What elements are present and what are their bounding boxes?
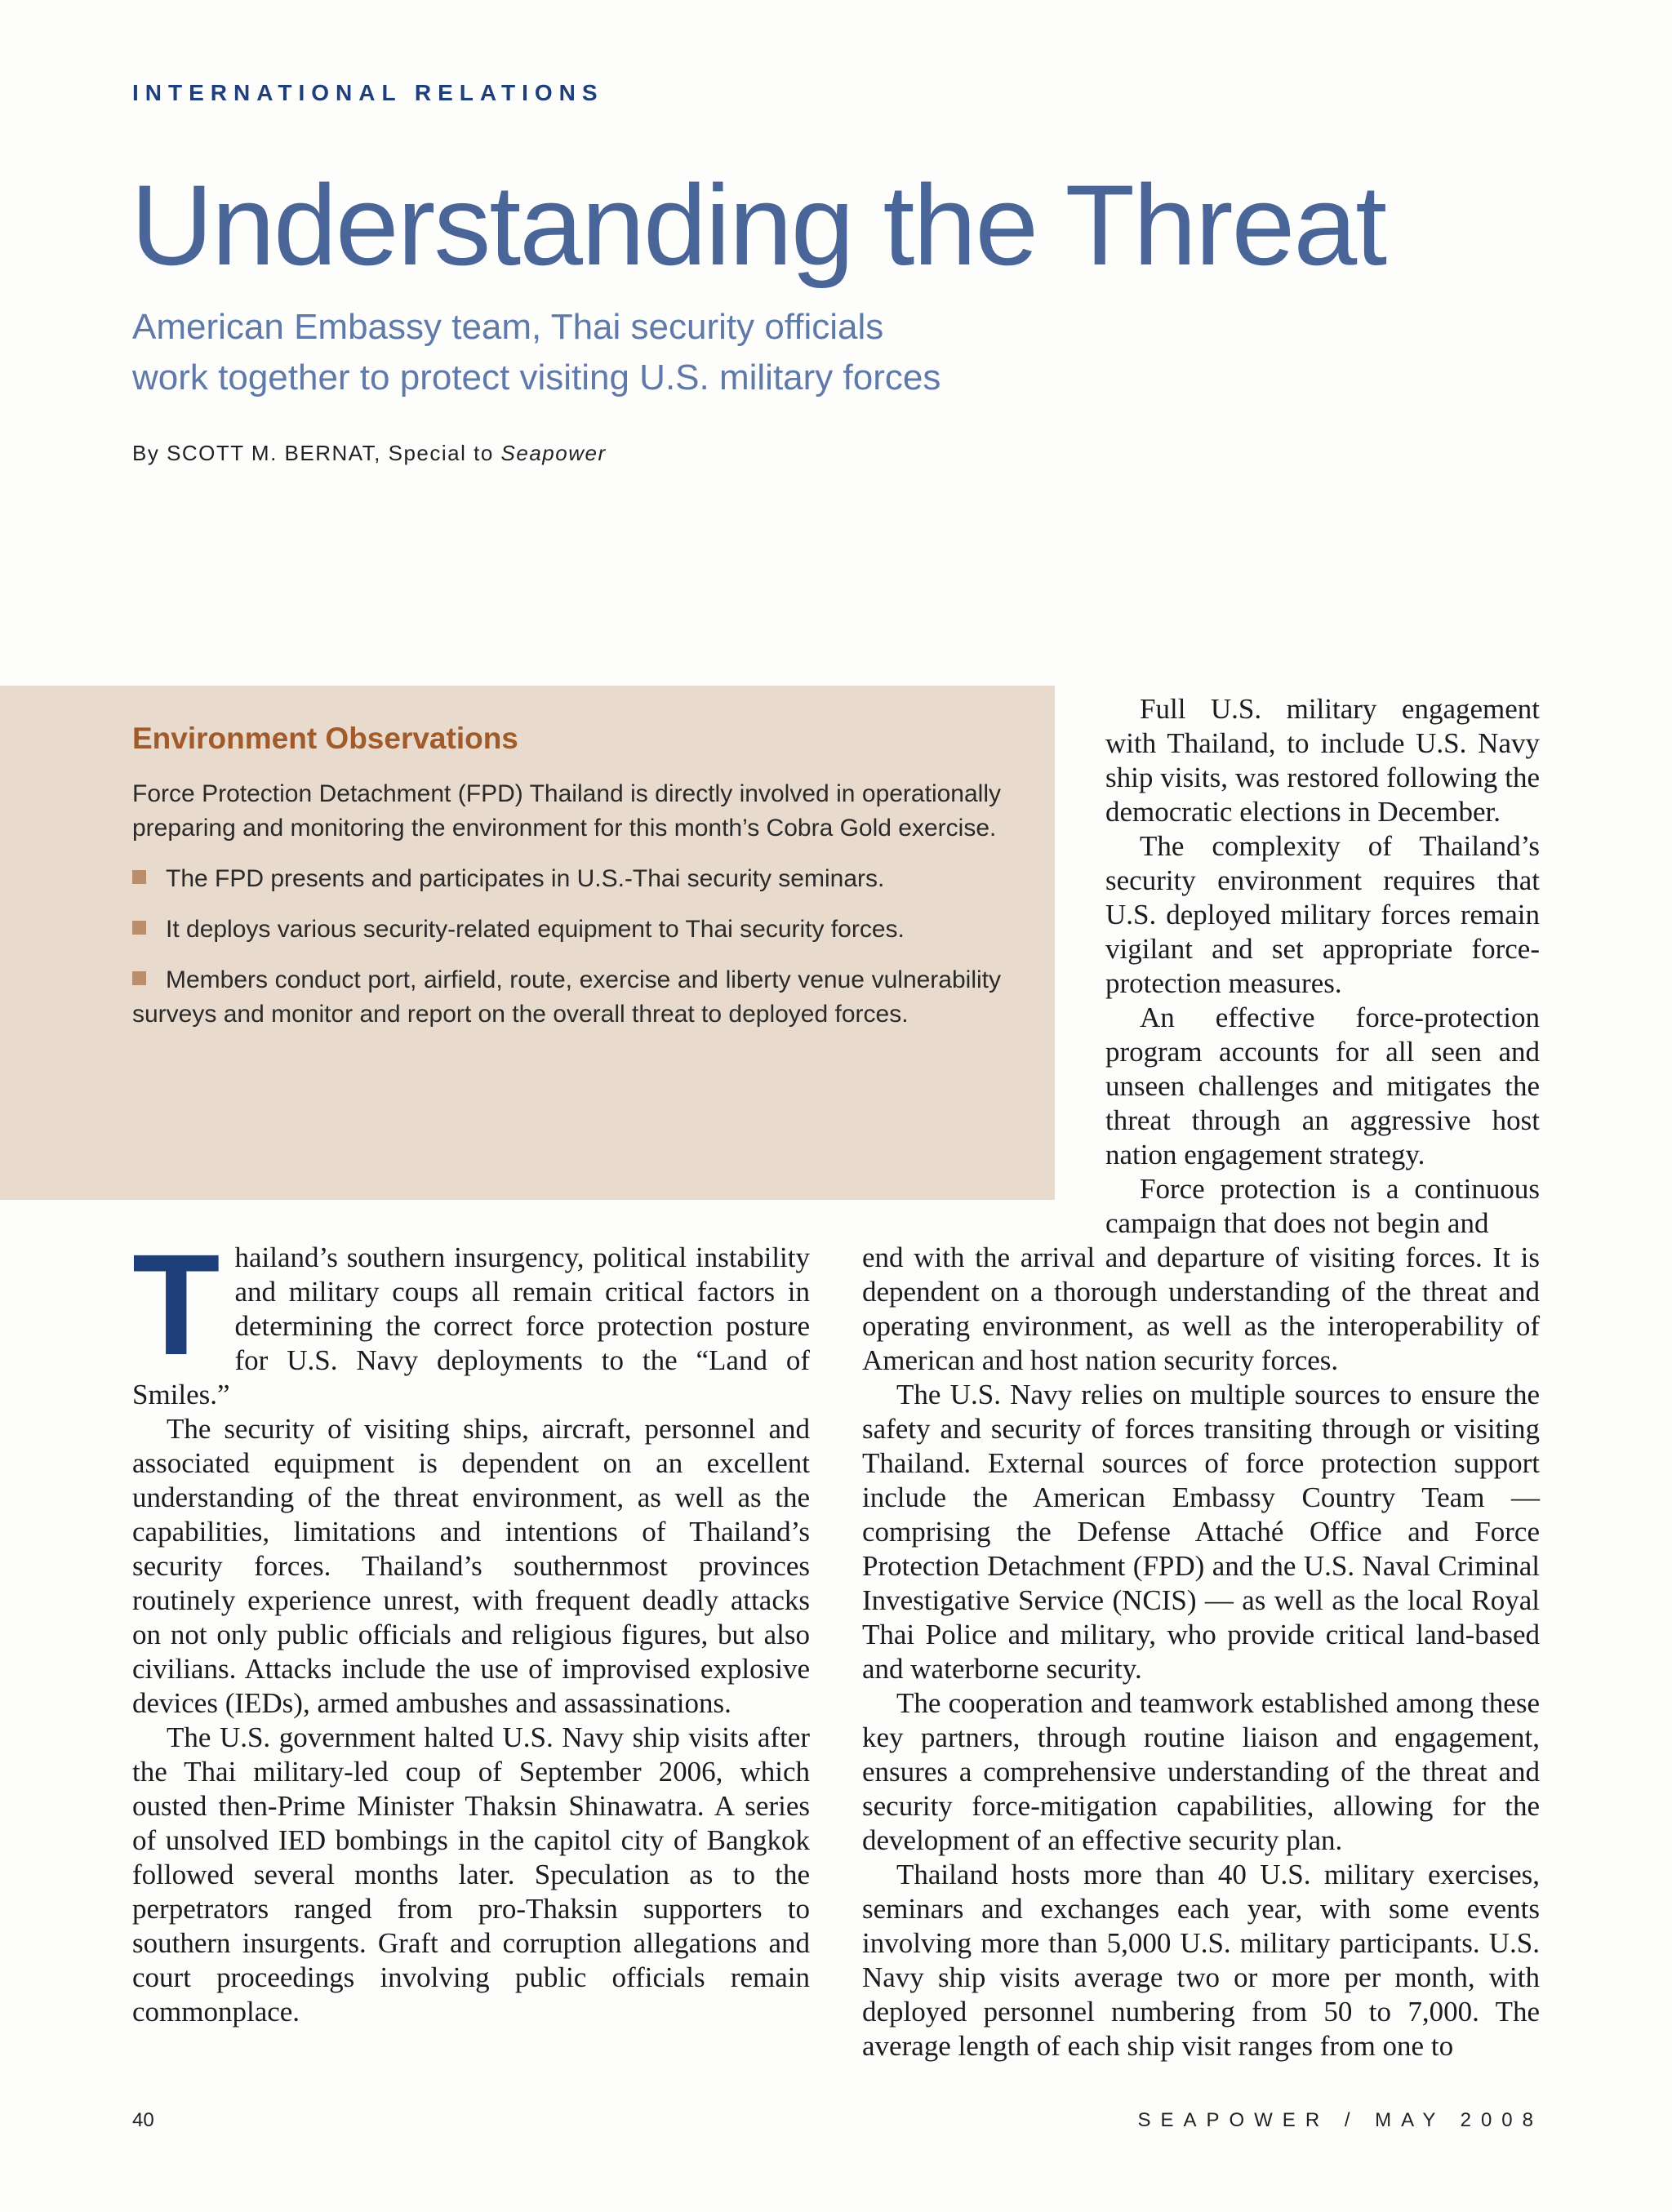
sidebar-bullet-text: The FPD presents and participates in U.S.-Thai security seminars.: [166, 865, 885, 892]
sidebar-bullet-text: Members conduct port, airfield, route, exercise and liberty venue vulnerability surveys and monitor and report on the overall threat to deployed forces.: [132, 966, 1001, 1028]
byline-author: By SCOTT M. BERNAT, Special to: [132, 441, 501, 465]
body-right-column: [862, 1241, 1540, 2063]
sidebar-bullet: [132, 963, 1001, 1032]
headline: Understanding the Threat: [131, 161, 1386, 289]
sidebar-intro: Force Protection Detachment (FPD) Thailand is directly involved in operationally preparing and monitoring the environment for this month’s Cobra Gold exercise.: [132, 780, 1001, 842]
lead-text: hailand’s southern insurgency, political instability and military coups all remain critical factors in determining the correct force protection posture for U.S. Navy deployments to the “Land of Smiles.”: [132, 1241, 810, 1410]
sidebar-bullet: [132, 862, 1001, 896]
body-paragraph: The U.S. government halted U.S. Navy ship visits after the Thai military-led coup of September 2006, which ousted then-Prime Minister Thaksin Shinawatra. A series of unsolved IED bombings in the capitol city of Bangkok followed several months later. Speculation as to the perpetrators ranged from pro-Thaksin supporters to southern insurgents. Graft and corruption allegations and court proceedings involving public officials remain commonplace.: [132, 1721, 810, 2028]
sidebar-box: [0, 686, 1055, 1200]
sidebar-title: Environment Observations: [132, 722, 518, 755]
body-left-column: [132, 1225, 810, 2029]
sidebar-bullet: [132, 913, 1001, 947]
magazine-footer: SEAPOWER / MAY 2008: [1137, 2109, 1543, 2131]
drop-cap: T: [132, 1225, 220, 1385]
bullet-square-icon: [132, 971, 146, 985]
sidebar-bullet-text: It deploys various security-related equipment to Thai security forces.: [166, 916, 905, 943]
body-paragraph-continued: end with the arrival and departure of visiting forces. It is dependent on a thorough understanding of the threat and operating environment, as well as the interoperability of American and host nation security forces.: [862, 1241, 1540, 1376]
body-paragraph: The security of visiting ships, aircraft, personnel and associated equipment is dependent on an excellent understanding of the threat environment, as well as the capabilities, limitations and intentions of Thailand’s security forces. Thailand’s southernmost provinces routinely experience unrest, with frequent deadly attacks on not only public officials and religious figures, but also civilians. Attacks include the use of improvised explosive devices (IEDs), armed ambushes and assassinations.: [132, 1413, 810, 1719]
bullet-square-icon: [132, 921, 146, 935]
body-paragraph-lead: [132, 1225, 810, 1412]
body-right-top-column: [1105, 692, 1540, 1241]
body-paragraph: An effective force-protection program accounts for all seen and unseen challenges and mitigates the threat through an aggressive host nation engagement strategy.: [1105, 1002, 1540, 1170]
body-paragraph: Thailand hosts more than 40 U.S. military exercises, seminars and exchanges each year, with some events involving more than 5,000 U.S. military participants. U.S. Navy ship visits average two or more per month, with deployed personnel numbering from 50 to 7,000. The average length of each ship visit ranges from one to: [862, 1859, 1540, 2062]
body-paragraph: The cooperation and teamwork established among these key partners, through routine liaison and engagement, ensures a comprehensive understanding of the threat and security force-mitigation capabilities, allowing for the development of an effective security plan.: [862, 1687, 1540, 1856]
deck-line-1: American Embassy team, Thai security officials: [132, 307, 884, 347]
section-label: INTERNATIONAL RELATIONS: [132, 80, 604, 105]
byline-publication: Seapower: [500, 441, 607, 465]
body-paragraph: Force protection is a continuous campaign that does not begin and: [1105, 1173, 1540, 1239]
deck: [132, 302, 1275, 403]
body-paragraph: The complexity of Thailand’s security environment requires that U.S. deployed military forces remain vigilant and set appropriate force-protection measures.: [1105, 830, 1540, 999]
byline: [132, 441, 607, 466]
body-paragraph: Full U.S. military engagement with Thailand, to include U.S. Navy ship visits, was restored following the democratic elections in December.: [1105, 693, 1540, 828]
page-number: 40: [132, 2109, 154, 2131]
body-paragraph: The U.S. Navy relies on multiple sources to ensure the safety and security of forces transiting through or visiting Thailand. External sources of force protection support include the American Embassy Country Team — comprising the Defense Attaché Office and Force Protection Detachment (FPD) and the U.S. Naval Criminal Investigative Service (NCIS) — as well as the local Royal Thai Police and military, who provide critical land-based and waterborne security.: [862, 1379, 1540, 1685]
bullet-square-icon: [132, 870, 146, 884]
deck-line-2: work together to protect visiting U.S. military forces: [132, 358, 941, 398]
